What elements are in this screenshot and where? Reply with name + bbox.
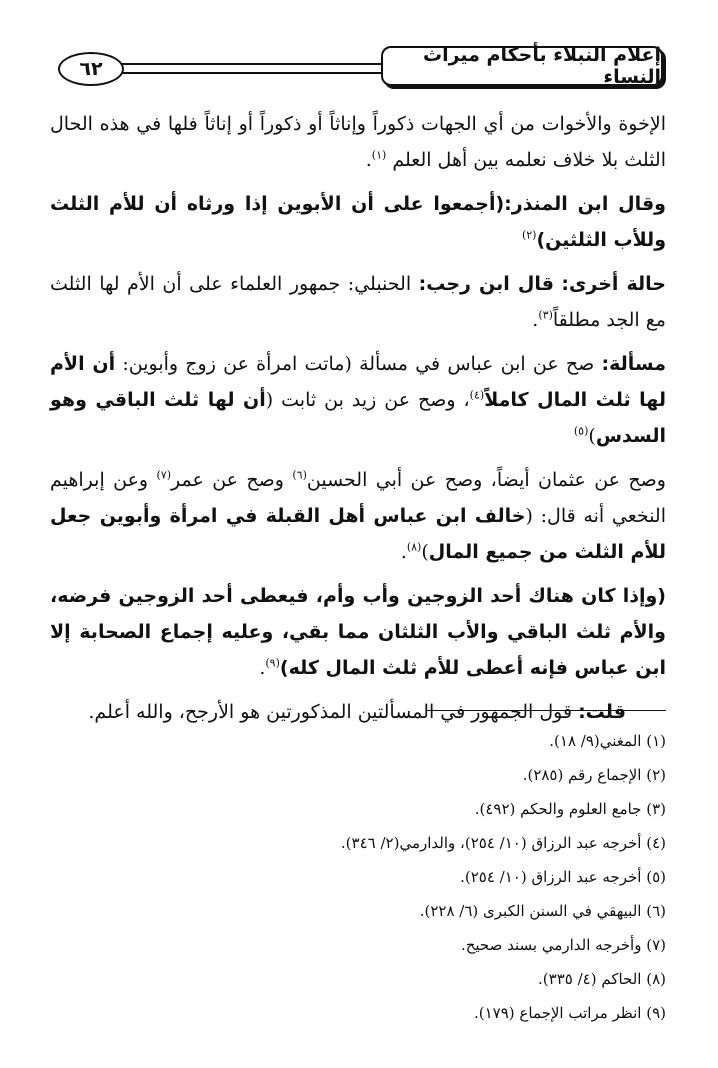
footnote-item: (٢) الإجماع رقم (٢٨٥). <box>522 766 666 784</box>
text: . <box>259 657 266 679</box>
footnote-item: (٥) أخرجه عبد الرزاق (١٠/ ٢٥٤). <box>460 868 666 886</box>
running-title: إعلام النبلاء بأحكام ميراث النساء <box>381 46 663 86</box>
footnote-item: (٩) انظر مراتب الإجماع (١٧٩). <box>474 1004 666 1022</box>
footnote-ref: (١) <box>371 148 387 162</box>
text: خالف ابن عباس أهل القبلة في امرأة وأبوين جعل للأم الثلث من جميع المال <box>50 505 666 563</box>
text: . <box>365 149 372 171</box>
footnote-item: (٦) البيهقي في السنن الكبرى (٦/ ٢٢٨). <box>419 902 666 920</box>
footnote-ref: (٣) <box>538 308 553 322</box>
text: أن لها ثلث الباقي وهو السدس <box>50 389 666 447</box>
label: حالة أخرى: <box>561 273 666 295</box>
paragraph-2 <box>50 186 666 258</box>
text: الحنبلي: جمهور العلماء على أن الأم لها الثلث مع الجد مطلقاً <box>50 273 666 331</box>
text: قال ابن رجب: <box>418 273 554 295</box>
footnote-item: (٨) الحاكم (٤/ ٣٣٥). <box>538 970 666 988</box>
footnote-item: (٣) جامع العلوم والحكم (٤٩٢). <box>474 800 666 818</box>
footnote-ref: (٩) <box>265 656 280 670</box>
footnote-ref: (٧) <box>156 468 171 482</box>
text: ، وصح عن زيد بن ثابت ( <box>265 389 470 411</box>
label: مسألة: <box>601 353 667 375</box>
footnote-ref: (٤) <box>469 388 485 402</box>
footnote-item: (١) المغني(٩/ ١٨). <box>549 732 666 750</box>
text: . <box>400 541 407 563</box>
text: (وإذا كان هناك أحد الزوجين وأب وأم، فيعطى أحد الزوجين فرضه، والأم ثلث الباقي والأب الثلثان مما بقي، وعليه إجماع الصحابة إلا ابن عباس فإنه أعطى للأم ثلث المال كله) <box>50 585 666 679</box>
footnotes <box>50 724 666 1030</box>
text: ) <box>588 425 596 447</box>
text: وصح عن عثمان أيضاً، وصح عن أبي الحسين <box>306 469 666 491</box>
footnote-ref: (٥) <box>573 424 589 438</box>
footnote-ref: (٢) <box>521 228 537 242</box>
label: قلت: <box>578 701 626 723</box>
paragraph-1 <box>50 106 666 178</box>
footnote-ref: (٦) <box>292 468 307 482</box>
text: قول الجمهور في المسألتين المذكورتين هو الأرجح، والله أعلم. <box>88 701 573 723</box>
text: صح عن ابن عباس في مسألة (ماتت امرأة عن زوج وأبوين: <box>122 353 595 375</box>
text: أن الأم لها ثلث المال كاملاً <box>50 353 666 411</box>
footnote-divider <box>426 710 666 711</box>
main-text <box>50 106 666 738</box>
text: الإخوة والأخوات من أي الجهات ذكوراً وإناثاً أو ذكوراً أو إناثاً فلها في هذه الحال الثلث بلا خلاف نعلمه بين أهل العلم <box>50 113 666 171</box>
paragraph-5 <box>50 462 666 570</box>
paragraph-3 <box>50 266 666 338</box>
footnote-item: (٤) أخرجه عبد الرزاق (١٠/ ٢٥٤)، والدارمي(٢/ ٣٤٦). <box>340 834 666 852</box>
paragraph-4 <box>50 346 666 454</box>
text: . <box>532 309 539 331</box>
footnote-item: (٧) وأخرجه الدارمي بسند صحيح. <box>460 936 666 954</box>
text: وقال ابن المنذر:(أجمعوا على أن الأبوين إذا ورثاه أن للأم الثلث وللأب الثلثين) <box>50 193 666 251</box>
text: ) <box>421 541 429 563</box>
text: وصح عن عمر <box>171 469 284 491</box>
paragraph-6 <box>50 578 666 686</box>
page-number: ٦٢ <box>58 52 124 86</box>
text: وعن إبراهيم النخعي أنه قال: ( <box>50 469 666 527</box>
footnote-ref: (٨) <box>406 540 422 554</box>
